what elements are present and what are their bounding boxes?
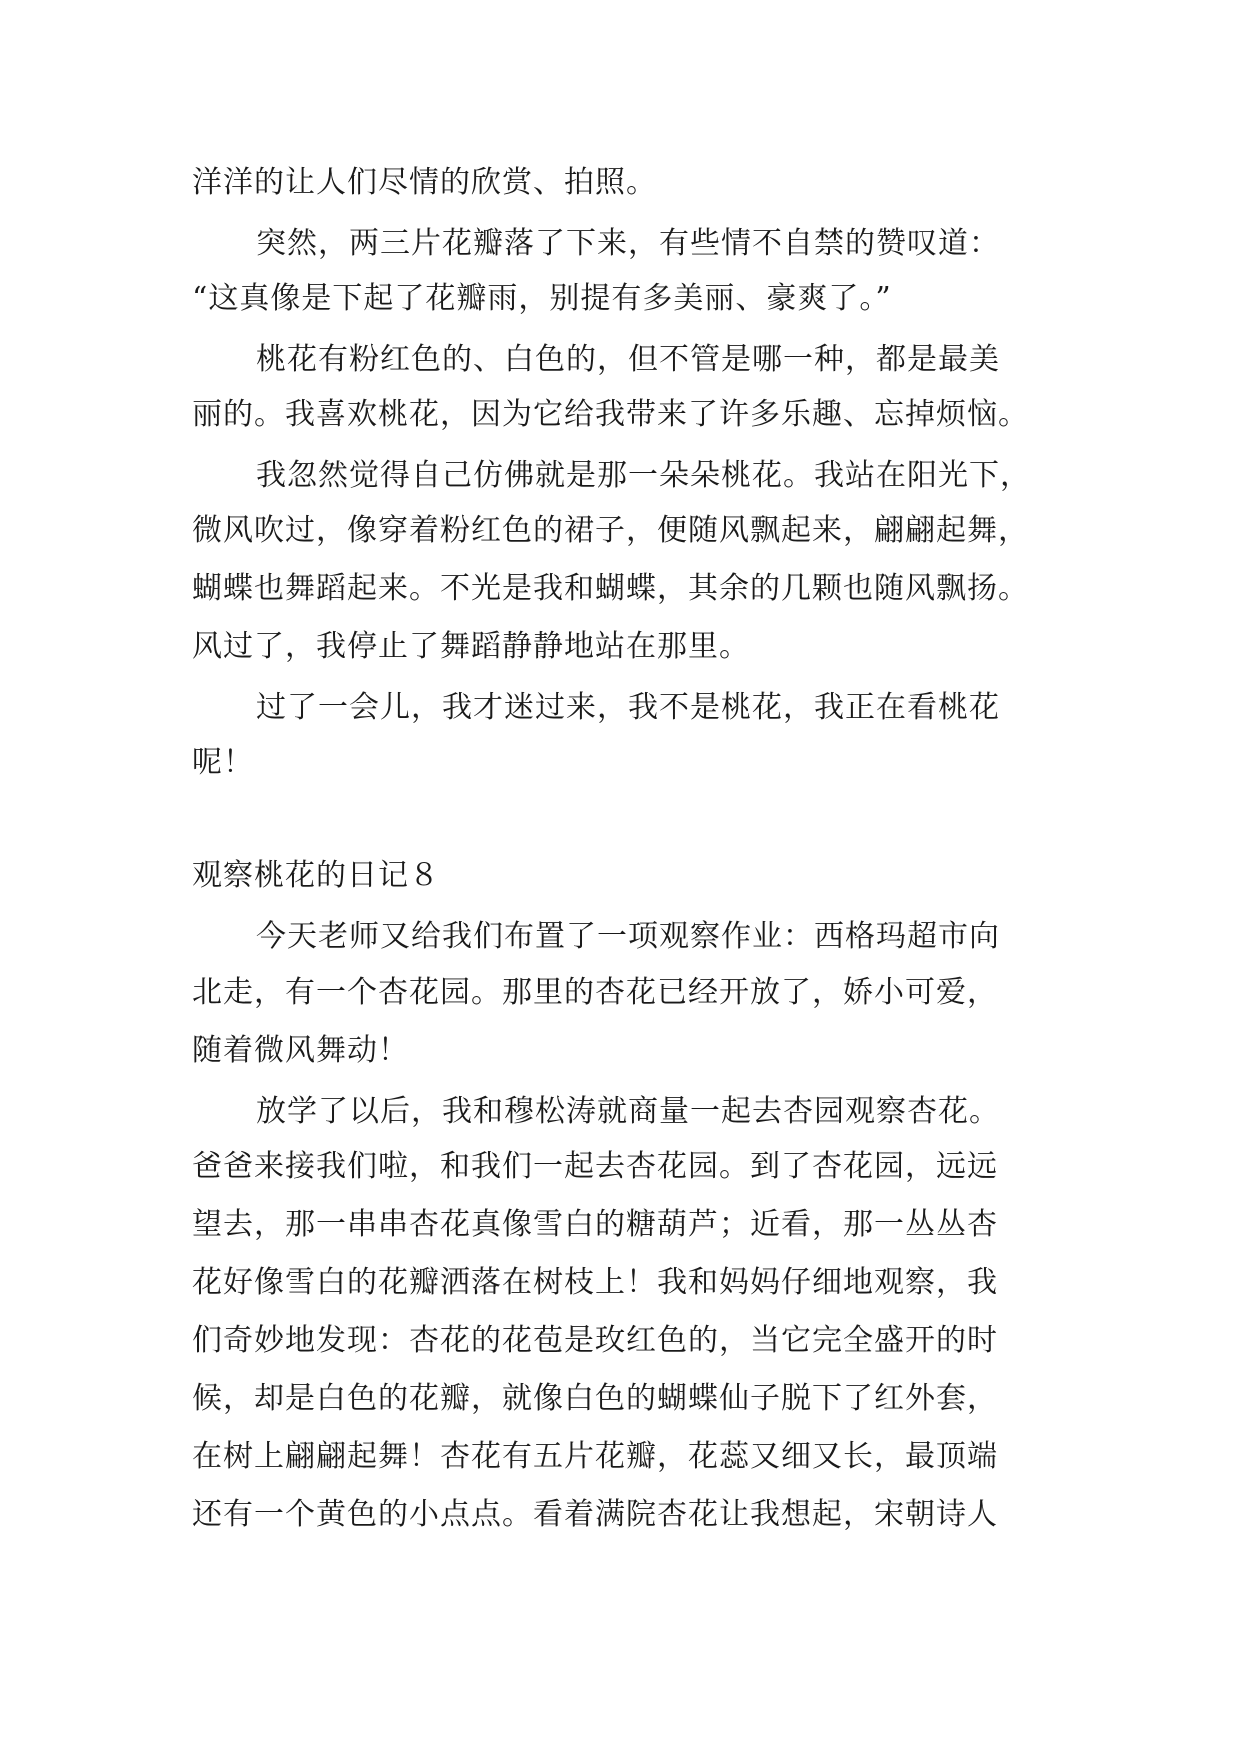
text-line: 丽的。我喜欢桃花，因为它给我带来了许多乐趣、忘掉烦恼。	[192, 397, 1029, 432]
text-line: 洋洋的让人们尽情的欣赏、拍照。	[192, 165, 657, 200]
text-line: 花好像雪白的花瓣洒落在树枝上！我和妈妈仔细地观察，我	[192, 1265, 998, 1300]
text-line: 风过了，我停止了舞蹈静静地站在那里。	[192, 629, 750, 664]
text-line: 在树上翩翩起舞！杏花有五片花瓣，花蕊又细又长，最顶端	[192, 1439, 998, 1474]
text-line: 们奇妙地发现：杏花的花苞是玫红色的，当它完全盛开的时	[192, 1323, 998, 1358]
text-line: 突然，两三片花瓣落了下来，有些情不自禁的赞叹道：	[256, 226, 1000, 261]
text-line: 过了一会儿，我才迷过来，我不是桃花，我正在看桃花	[256, 690, 1000, 725]
text-line: 桃花有粉红色的、白色的，但不管是哪一种，都是最美	[256, 342, 1000, 377]
text-line: 随着微风舞动！	[192, 1033, 409, 1068]
text-line: 候，却是白色的花瓣，就像白色的蝴蝶仙子脱下了红外套，	[192, 1381, 998, 1416]
text-line: 爸爸来接我们啦，和我们一起去杏花园。到了杏花园，远远	[192, 1149, 998, 1184]
text-line: 微风吹过，像穿着粉红色的裙子，便随风飘起来，翩翩起舞，	[192, 513, 1029, 548]
text-line: 我忽然觉得自己仿佛就是那一朵朵桃花。我站在阳光下，	[256, 458, 1031, 493]
text-line: 今天老师又给我们布置了一项观察作业：西格玛超市向	[256, 919, 1000, 954]
text-line: “这真像是下起了花瓣雨，别提有多美丽、豪爽了。”	[192, 281, 892, 316]
text-line: 放学了以后，我和穆松涛就商量一起去杏园观察杏花。	[256, 1094, 1000, 1129]
text-line: 呢！	[192, 745, 254, 780]
text-line: 还有一个黄色的小点点。看着满院杏花让我想起，宋朝诗人	[192, 1497, 998, 1532]
text-line: 望去，那一串串杏花真像雪白的糖葫芦；近看，那一丛丛杏	[192, 1207, 998, 1242]
text-line: 北走，有一个杏花园。那里的杏花已经开放了，娇小可爱，	[192, 975, 998, 1010]
section-heading: 观察桃花的日记８	[192, 858, 440, 893]
text-line: 蝴蝶也舞蹈起来。不光是我和蝴蝶，其余的几颗也随风飘扬。	[192, 571, 1029, 606]
